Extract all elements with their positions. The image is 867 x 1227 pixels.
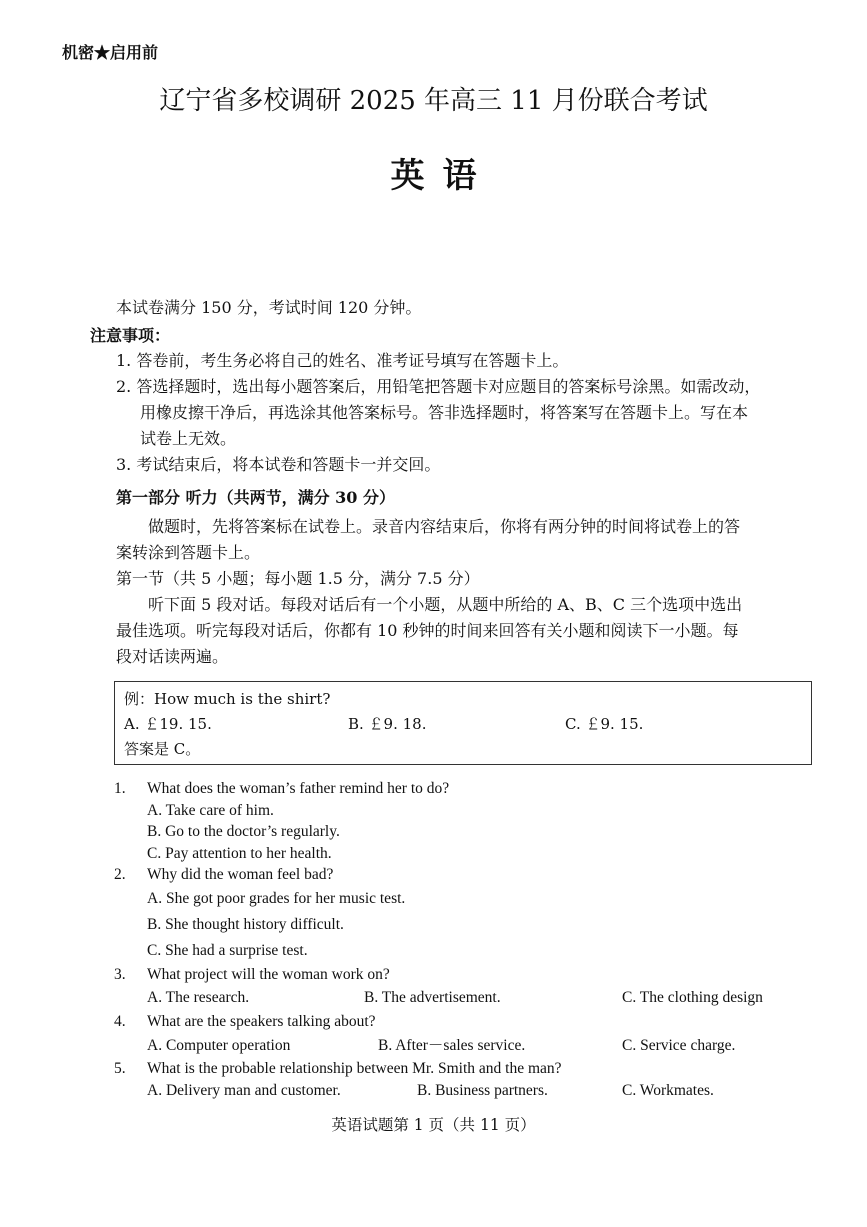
intro-text: 本试卷满分 150 分，考试时间 120 分钟。: [116, 298, 422, 317]
question-option: B. The advertisement.: [364, 989, 501, 1006]
confidential-mark: 机密★启用前: [62, 43, 159, 62]
exam-title: 辽宁省多校调研 2025 年高三 11 月份联合考试: [159, 86, 708, 116]
question-option: A. Computer operation: [147, 1037, 291, 1054]
example-option: A. ￡19. 15.: [124, 715, 212, 733]
question-option: B. Business partners.: [417, 1082, 548, 1099]
example-option: B. ￡9. 18.: [348, 715, 427, 733]
question-option: A. Take care of him.: [147, 802, 274, 819]
notice-item: 3. 考试结束后，将本试卷和答题卡一并交回。: [116, 455, 441, 474]
question-option: A. She got poor grades for her music test.: [147, 890, 406, 907]
page-footer: 英语试题第 1 页（共 11 页）: [331, 1116, 536, 1134]
example-box: [114, 681, 812, 765]
section1-instruction: 最佳选项。听完每段对话后，你都有 10 秒钟的时间来回答有关小题和阅读下一小题。每: [116, 621, 739, 640]
question-number: 5.: [114, 1060, 126, 1077]
section1-instruction: 听下面 5 段对话。每段对话后有一个小题，从题中所给的 A、B、C 三个选项中选出: [148, 595, 743, 614]
notice-item: 1. 答卷前，考生务必将自己的姓名、准考证号填写在答题卡上。: [116, 351, 569, 370]
subject-title: 英语: [390, 156, 495, 196]
section1-title: 第一节（共 5 小题；每小题 1.5 分，满分 7.5 分）: [116, 569, 480, 588]
part1-title: 第一部分 听力（共两节，满分 30 分）: [116, 488, 395, 507]
question-option: C. Pay attention to her health.: [147, 845, 332, 862]
example-answer: 答案是 C。: [124, 740, 201, 758]
question-number: 4.: [114, 1013, 126, 1030]
question-text: What is the probable relationship between Mr. Smith and the man?: [147, 1060, 562, 1077]
section1-instruction: 段对话读两遍。: [116, 647, 229, 666]
question-option: B. After－sales service.: [378, 1037, 526, 1054]
question-text: What are the speakers talking about?: [147, 1013, 376, 1030]
question-number: 3.: [114, 966, 126, 983]
notice-item-continued: 试卷上无效。: [140, 429, 237, 448]
notice-title: 注意事项：: [90, 326, 171, 345]
question-text: What does the woman’s father remind her to do?: [147, 780, 450, 797]
question-option: B. She thought history difficult.: [147, 916, 344, 933]
part1-instruction: 案转涂到答题卡上。: [116, 543, 261, 562]
question-option: A. The research.: [147, 989, 250, 1006]
part1-instruction: 做题时，先将答案标在试卷上。录音内容结束后，你将有两分钟的时间将试卷上的答: [148, 517, 741, 536]
notice-item-continued: 用橡皮擦干净后，再选涂其他答案标号。答非选择题时，将答案写在答题卡上。写在本: [140, 403, 749, 422]
question-text: What project will the woman work on?: [147, 966, 390, 983]
question-number: 2.: [114, 866, 126, 883]
question-number: 1.: [114, 780, 126, 797]
question-option: B. Go to the doctor’s regularly.: [147, 823, 340, 840]
question-option: A. Delivery man and customer.: [147, 1082, 341, 1099]
question-option: C. The clothing design: [622, 989, 763, 1006]
notice-item: 2. 答选择题时，选出每小题答案后，用铅笔把答题卡对应题目的答案标号涂黑。如需改动，: [116, 377, 761, 396]
question-option: C. Service charge.: [622, 1037, 736, 1054]
question-option: C. Workmates.: [622, 1082, 714, 1099]
example-option: C. ￡9. 15.: [565, 715, 644, 733]
question-option: C. She had a surprise test.: [147, 942, 308, 959]
question-text: Why did the woman feel bad?: [147, 866, 334, 883]
example-question: 例：How much is the shirt?: [124, 690, 331, 708]
